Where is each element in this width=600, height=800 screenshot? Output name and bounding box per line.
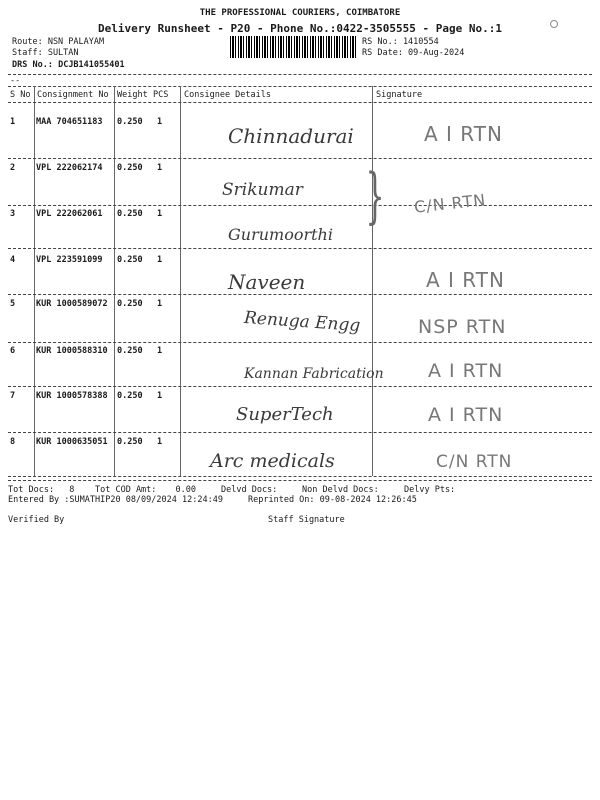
row-consignment-no: VPL 222062061 — [36, 209, 103, 219]
row-signature-handwriting: NSP RTN — [418, 316, 507, 338]
rs-number: RS No.: 1410554 — [362, 37, 439, 47]
total-docs — [8, 485, 74, 495]
staff-signature-label: Staff Signature — [268, 515, 345, 525]
row-weight: 0.250 — [117, 437, 143, 447]
total-docs-value: 8 — [69, 485, 75, 495]
rule — [8, 342, 592, 343]
row-sno: 6 — [10, 346, 16, 356]
row-weight: 0.250 — [117, 299, 143, 309]
col-header-consignee: Consignee Details — [184, 90, 271, 100]
row-signature-handwriting: C/N RTN — [436, 452, 513, 472]
rule — [8, 102, 592, 103]
rule — [8, 74, 592, 75]
row-consignee-handwriting: Renuga Engg — [243, 307, 361, 337]
row-consignee-handwriting: Arc medicals — [210, 450, 335, 472]
row-weight: 0.250 — [117, 117, 143, 127]
row-pcs: 1 — [157, 437, 163, 447]
row-pcs: 1 — [157, 299, 163, 309]
row-sno: 1 — [10, 117, 16, 127]
row-sno: 3 — [10, 209, 16, 219]
rule — [8, 432, 592, 433]
column-divider — [372, 86, 373, 476]
rule — [8, 480, 592, 481]
row-sno: 7 — [10, 391, 16, 401]
rule — [8, 294, 592, 295]
row-consignee-handwriting: Kannan Fabrication — [244, 366, 384, 382]
barcode — [230, 36, 356, 58]
row-weight: 0.250 — [117, 209, 143, 219]
col-header-weight: Weight — [117, 90, 148, 100]
row-weight: 0.250 — [117, 255, 143, 265]
row-pcs: 1 — [157, 346, 163, 356]
bracket-mark: } — [365, 161, 385, 231]
row-weight: 0.250 — [117, 346, 143, 356]
rule — [8, 205, 592, 206]
row-weight: 0.250 — [117, 391, 143, 401]
row-pcs: 1 — [157, 163, 163, 173]
row-pcs: 1 — [157, 209, 163, 219]
drs-number — [12, 60, 125, 70]
row-signature-handwriting: A I RTN — [428, 360, 504, 382]
row-signature-handwriting: A I RTN — [424, 122, 503, 146]
rs-date: RS Date: 09-Aug-2024 — [362, 48, 465, 58]
col-header-sno: S No — [10, 90, 31, 100]
row-consignment-no: MAA 704651183 — [36, 117, 103, 127]
rule — [8, 386, 592, 387]
total-cod-label: Tot COD Amt: — [95, 485, 157, 495]
col-header-consignment: Consignment No — [37, 90, 109, 100]
row-consignment-no: KUR 1000578388 — [36, 391, 108, 401]
delivered-docs: Delvd Docs: — [221, 485, 278, 495]
row-pcs: 1 — [157, 117, 163, 127]
column-divider — [34, 86, 35, 476]
entered-by: Entered By :SUMATHIP20 08/09/2024 12:24:49 — [8, 495, 223, 505]
row-consignment-no: VPL 223591099 — [36, 255, 103, 265]
rule — [8, 248, 592, 249]
col-header-signature: Signature — [376, 90, 423, 100]
row-consignee-handwriting: SuperTech — [236, 404, 334, 425]
page-title: Delivery Runsheet - P20 - Phone No.:0422-3505555 - Page No.:1 — [98, 22, 502, 35]
col-header-pcs: PCS — [153, 90, 169, 100]
hole-mark-icon — [550, 20, 558, 28]
rule — [8, 158, 592, 159]
row-consignee-handwriting: Naveen — [228, 270, 306, 294]
row-sno: 8 — [10, 437, 16, 447]
total-cod-value: 0.00 — [175, 485, 197, 495]
row-signature-handwriting: A I RTN — [426, 268, 505, 292]
route: Route: NSN PALAYAM — [12, 37, 105, 47]
row-sno: 4 — [10, 255, 16, 265]
row-sno: 5 — [10, 299, 16, 309]
verified-by: Verified By — [8, 515, 65, 525]
row-consignment-no: KUR 1000635051 — [36, 437, 108, 447]
row-weight: 0.250 — [117, 163, 143, 173]
row-consignment-no: VPL 222062174 — [36, 163, 103, 173]
row-consignee-handwriting: Gurumoorthi — [228, 225, 333, 244]
row-consignee-handwriting: Srikumar — [222, 180, 303, 200]
row-consignment-no: KUR 1000588310 — [36, 346, 108, 356]
column-divider — [180, 86, 181, 476]
shared-signature-handwriting: C/N RTN — [413, 190, 488, 217]
company-name: THE PROFESSIONAL COURIERS, COIMBATORE — [199, 8, 401, 18]
row-consignment-no: KUR 1000589072 — [36, 299, 108, 309]
reprinted-on: Reprinted On: 09-08-2024 12:26:45 — [248, 495, 417, 505]
row-signature-handwriting: A I RTN — [428, 404, 504, 426]
rule — [8, 86, 592, 87]
rule — [8, 476, 592, 477]
staff: Staff: SULTAN — [12, 48, 79, 58]
row-sno: 2 — [10, 163, 16, 173]
total-docs-label: Tot Docs: — [8, 485, 55, 495]
row-consignee-handwriting: Chinnadurai — [228, 124, 354, 148]
column-divider — [114, 86, 115, 476]
total-cod — [95, 485, 196, 495]
row-pcs: 1 — [157, 391, 163, 401]
delivery-points: Delvy Pts: — [404, 485, 456, 495]
non-delivered-docs: Non Delvd Docs: — [302, 485, 379, 495]
row-pcs: 1 — [157, 255, 163, 265]
drs-label: DRS No.: — [12, 60, 53, 70]
rule-marker: -- — [10, 76, 21, 86]
drs-value: DCJB141055401 — [58, 60, 125, 70]
